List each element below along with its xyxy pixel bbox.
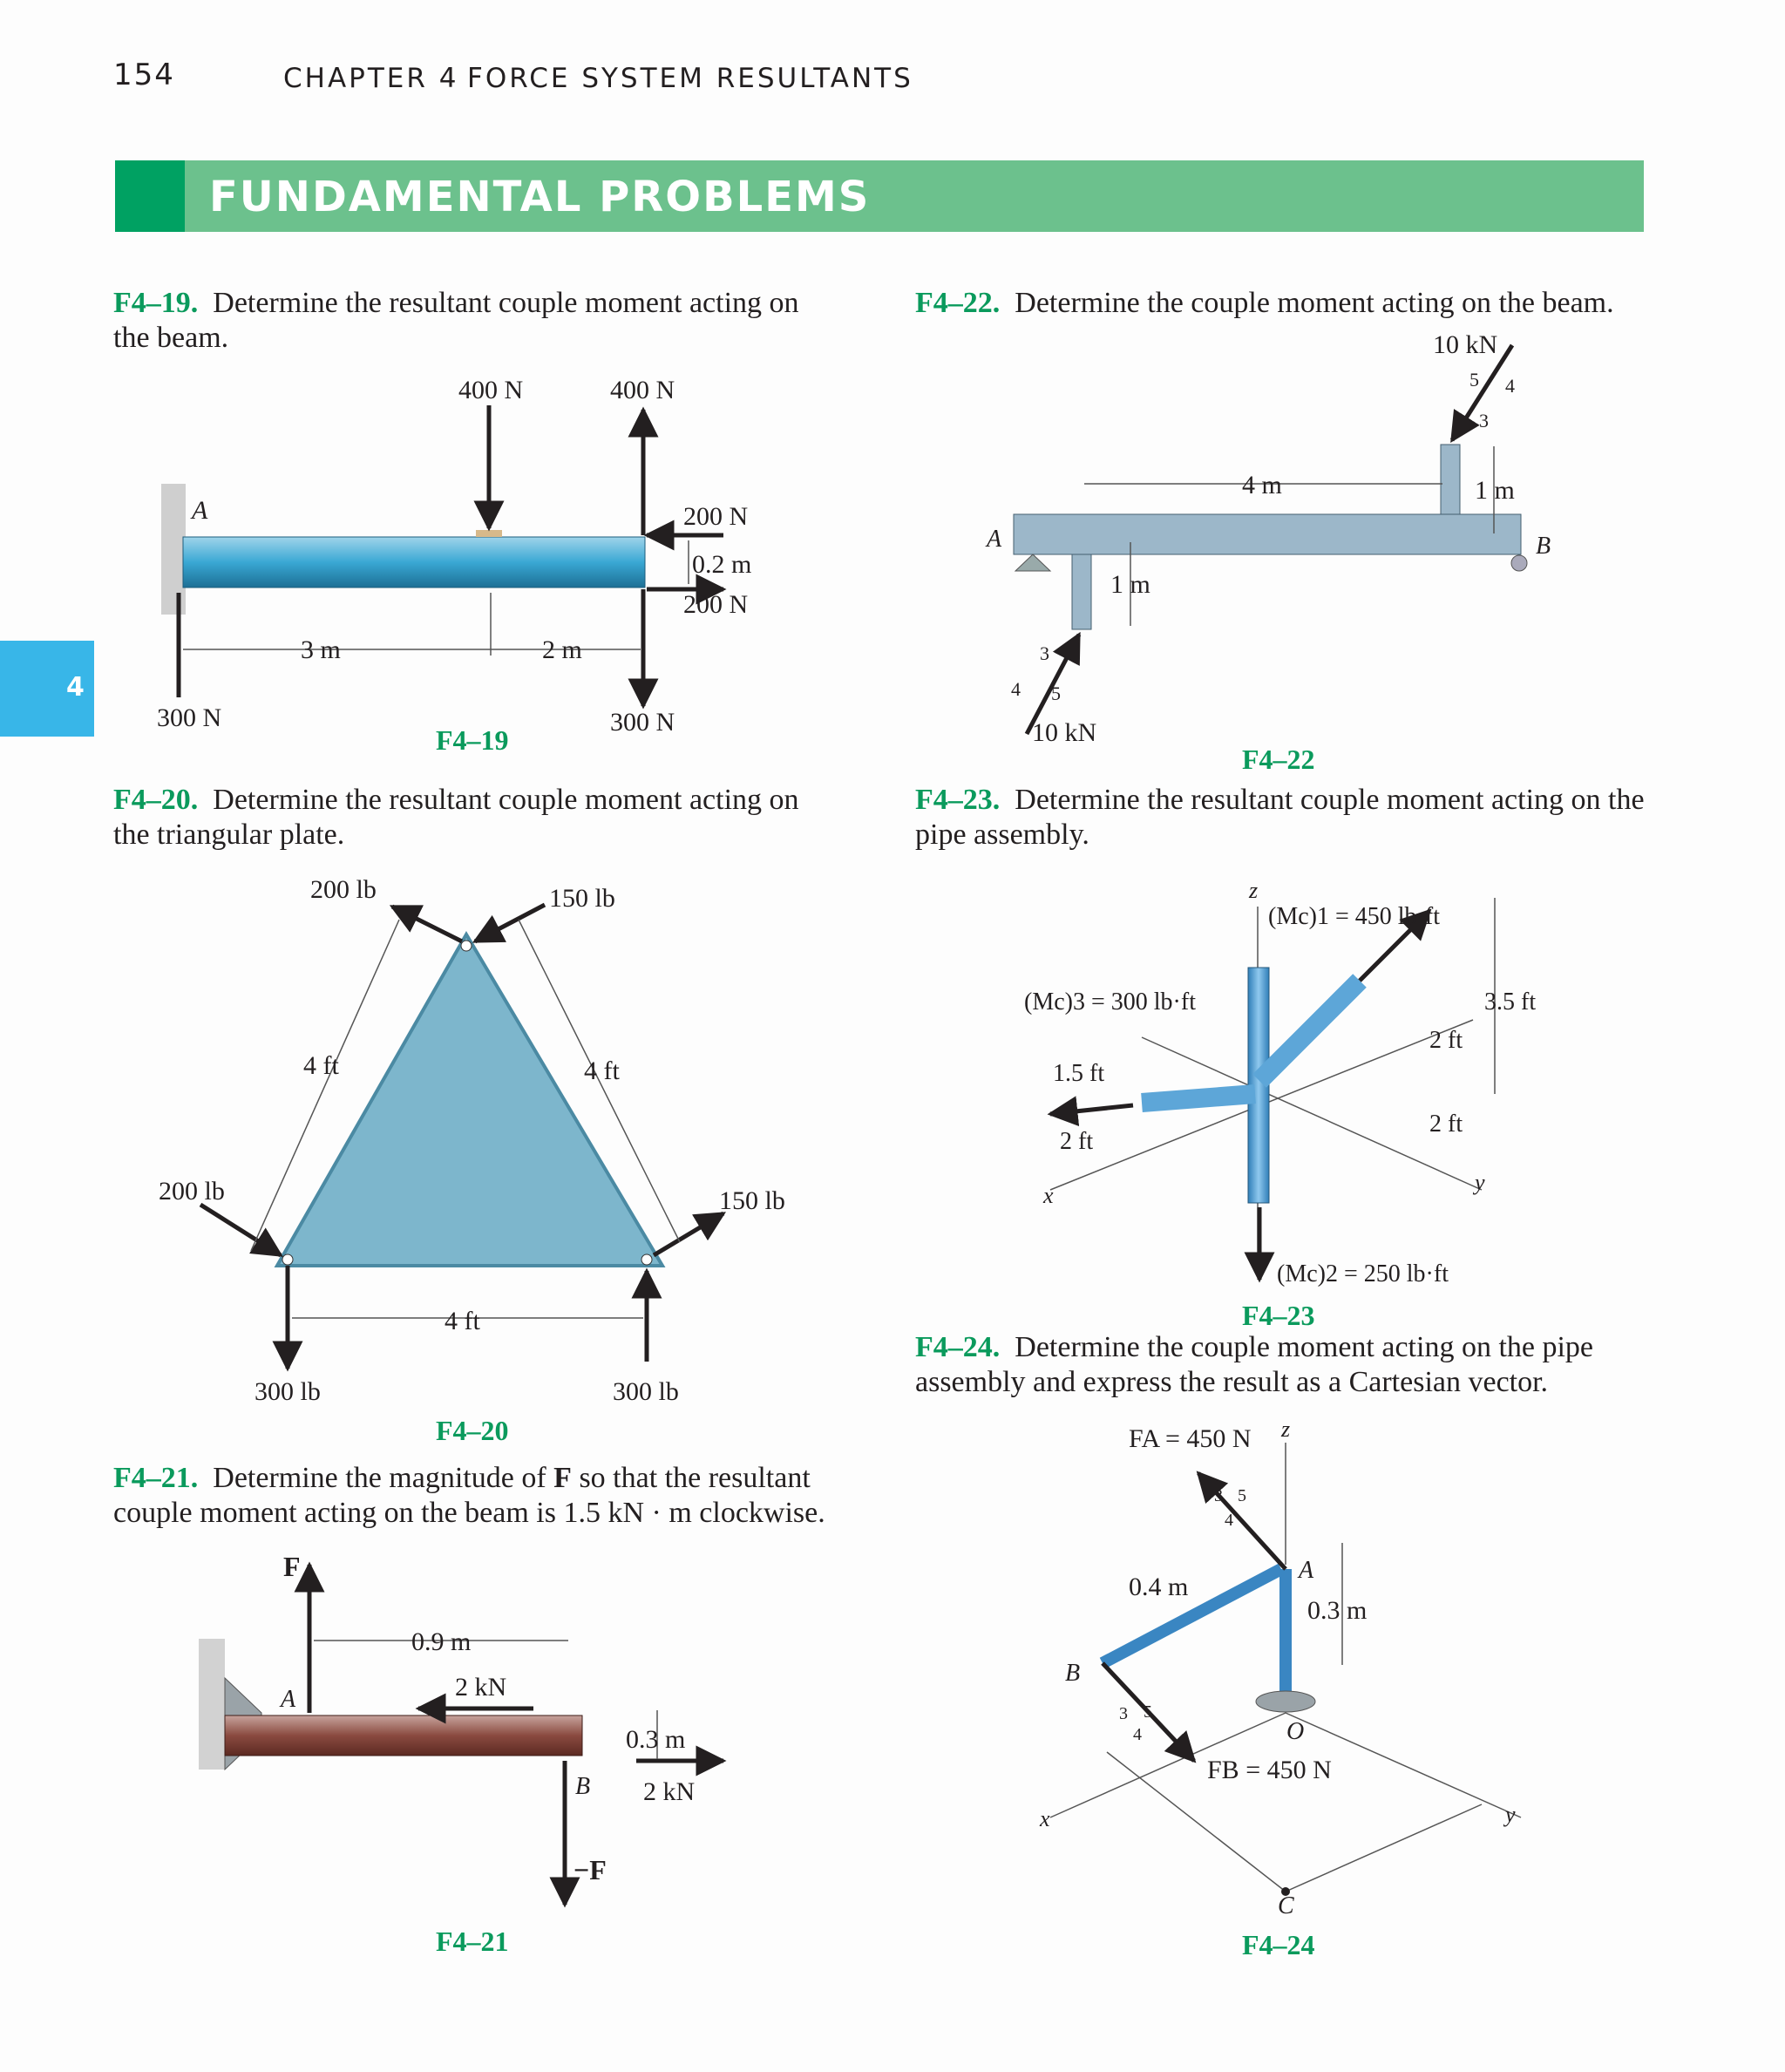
problem-label: F4–19. [113,287,199,319]
triangular-plate [277,934,662,1266]
figure-caption: F4–23 [1242,1300,1315,1331]
force-label: FA = 450 N [1129,1424,1252,1453]
figure-caption: F4–22 [1242,744,1315,775]
force-label: 300 lb [613,1377,679,1406]
slope-label: 4 [1133,1725,1142,1744]
problem-text: Determine the resultant couple moment acting on the pipe assembly. [915,784,1645,851]
pin [282,1254,293,1265]
chapter-title: FORCE SYSTEM RESULTANTS [467,63,913,94]
point-label-a: A [987,526,1002,553]
force-label: 300 N [610,708,675,737]
slope-label: 5 [1051,683,1061,704]
force-label: 200 N [683,590,749,619]
force-label: 150 lb [719,1186,785,1215]
slope-label: 5 [1144,1702,1152,1722]
problem-text: Determine the resultant couple moment acting on the triangular plate. [113,784,799,851]
dimension-label: 4 ft [303,1051,339,1080]
dimension-label: 4 m [1242,471,1282,499]
problem-text-b: so that the resultant couple moment acting on the beam is 1.5 kN · m clockwise. [113,1462,825,1529]
point-label-a: A [192,496,208,525]
force-label: 300 lb [255,1377,321,1406]
dimension-label: 2 ft [1429,1027,1463,1054]
force-label: 200 lb [310,875,377,904]
force-label: F [283,1551,301,1582]
construction-line [1286,1804,1482,1892]
force-label: 300 N [157,703,222,732]
point-label-b: B [1065,1660,1081,1687]
problem-text: Determine the couple moment acting on the pipe assembly and express the result as a Cartesian vector. [915,1331,1594,1398]
base-flange [1256,1691,1315,1712]
moment-label: (Mc)1 = 450 lb·ft [1268,903,1440,930]
pin [461,941,472,951]
figure-f4-22 [985,330,1551,775]
figure-f4-19 [157,376,751,756]
dimension-label: 1.5 ft [1053,1060,1105,1087]
axis-label-z: z [1249,878,1259,903]
problem-label: F4–21. [113,1462,199,1494]
axis-label-x: x [1040,1806,1050,1831]
problem-text: Determine the resultant couple moment acting on the beam. [113,287,799,354]
dimension-label: 0.3 m [1307,1596,1368,1625]
force-label: 10 kN [1433,330,1498,359]
point-label-o: O [1286,1718,1305,1745]
slope-label: 5 [1238,1486,1246,1505]
roller-support-b [1511,555,1527,571]
banner-title: FUNDAMENTAL PROBLEMS [209,173,871,221]
force-label: −F [574,1854,607,1885]
pin [641,1254,652,1265]
problem-text-a: Determine the magnitude of [213,1462,554,1494]
chapter-tab-label: 4 [66,672,85,703]
dimension-label: 0.3 m [626,1725,686,1754]
slope-label: 4 [1505,375,1515,397]
problem-label: F4–20. [113,784,199,816]
dimension-label: 2 m [542,635,582,664]
dimension-label: 1 m [1475,476,1515,505]
post [1441,445,1460,514]
pin-support-a [1015,554,1050,571]
axis-label-x: x [1043,1183,1054,1208]
problem-label: F4–24. [915,1331,1001,1363]
slope-label: 3 [1040,642,1049,664]
figure-caption: F4–19 [436,724,509,756]
force-arrow [654,1213,723,1255]
beam [1014,514,1521,554]
axis-label-y: y [1505,1802,1516,1827]
slope-label: 4 [1011,678,1021,700]
slope-label: 4 [1225,1511,1233,1530]
axis-label-y: y [1475,1170,1485,1195]
figure-f4-21 [199,1551,723,1957]
point-label-a: A [1299,1557,1314,1584]
problem-label: F4–22. [915,287,1001,319]
problem-label: F4–23. [915,784,1001,816]
force-label: 200 N [683,502,749,531]
dimension-label: 0.9 m [411,1627,472,1656]
force-arrow [392,907,462,941]
force-label: 200 lb [159,1177,225,1206]
figure-caption: F4–21 [436,1926,509,1957]
point-label-b: B [1536,533,1551,560]
moment-arrow [1050,1105,1133,1114]
dimension-label: 2 ft [1060,1128,1094,1155]
slope-label: 5 [1469,369,1479,391]
slope-label: 3 [1214,1486,1223,1505]
figure-f4-23 [1024,878,1536,1331]
force-label: 10 kN [1032,718,1097,747]
pipe-branch [1142,1094,1255,1103]
moment-label: (Mc)3 = 300 lb·ft [1024,988,1196,1016]
dimension-label: 0.4 m [1129,1573,1189,1601]
force-label: 400 N [458,376,524,404]
beam [183,537,645,588]
axis-label-z: z [1281,1416,1291,1442]
figure-caption: F4–20 [436,1415,509,1446]
point-label-c: C [1278,1892,1294,1919]
force-arrow [475,905,545,941]
dimension-label: 3.5 ft [1484,988,1537,1016]
dimension-label: 0.2 m [692,550,752,579]
point-label-a: A [281,1686,296,1713]
beam [225,1715,582,1756]
dimension-label: 4 ft [445,1307,480,1335]
moment-label: (Mc)2 = 250 lb·ft [1277,1260,1449,1287]
force-symbol: F [553,1462,572,1494]
slope-label: 3 [1119,1704,1128,1723]
wall-support [161,484,186,615]
force-label: 2 kN [455,1673,507,1702]
dimension-label: 2 ft [1429,1111,1463,1138]
post [1072,554,1091,629]
force-label: 150 lb [549,884,615,913]
chapter-label: CHAPTER 4 [283,63,459,94]
load-pad [476,530,502,537]
pipe-branch [1259,981,1360,1081]
force-label: 400 N [610,376,675,404]
force-label: 2 kN [643,1777,696,1806]
wall-support [199,1639,225,1770]
force-label: FB = 450 N [1207,1756,1332,1784]
dimension-label: 4 ft [584,1056,620,1085]
slope-label: 3 [1479,410,1489,431]
dimension-label: 3 m [301,635,341,664]
point-label-b: B [575,1773,591,1800]
figure-caption: F4–24 [1242,1929,1315,1960]
figure-f4-20 [159,875,785,1446]
page-number: 154 [113,58,175,92]
figure-f4-24 [1039,1416,1521,1960]
dimension-label: 1 m [1110,570,1150,599]
problem-text: Determine the couple moment acting on the beam. [1015,287,1614,319]
